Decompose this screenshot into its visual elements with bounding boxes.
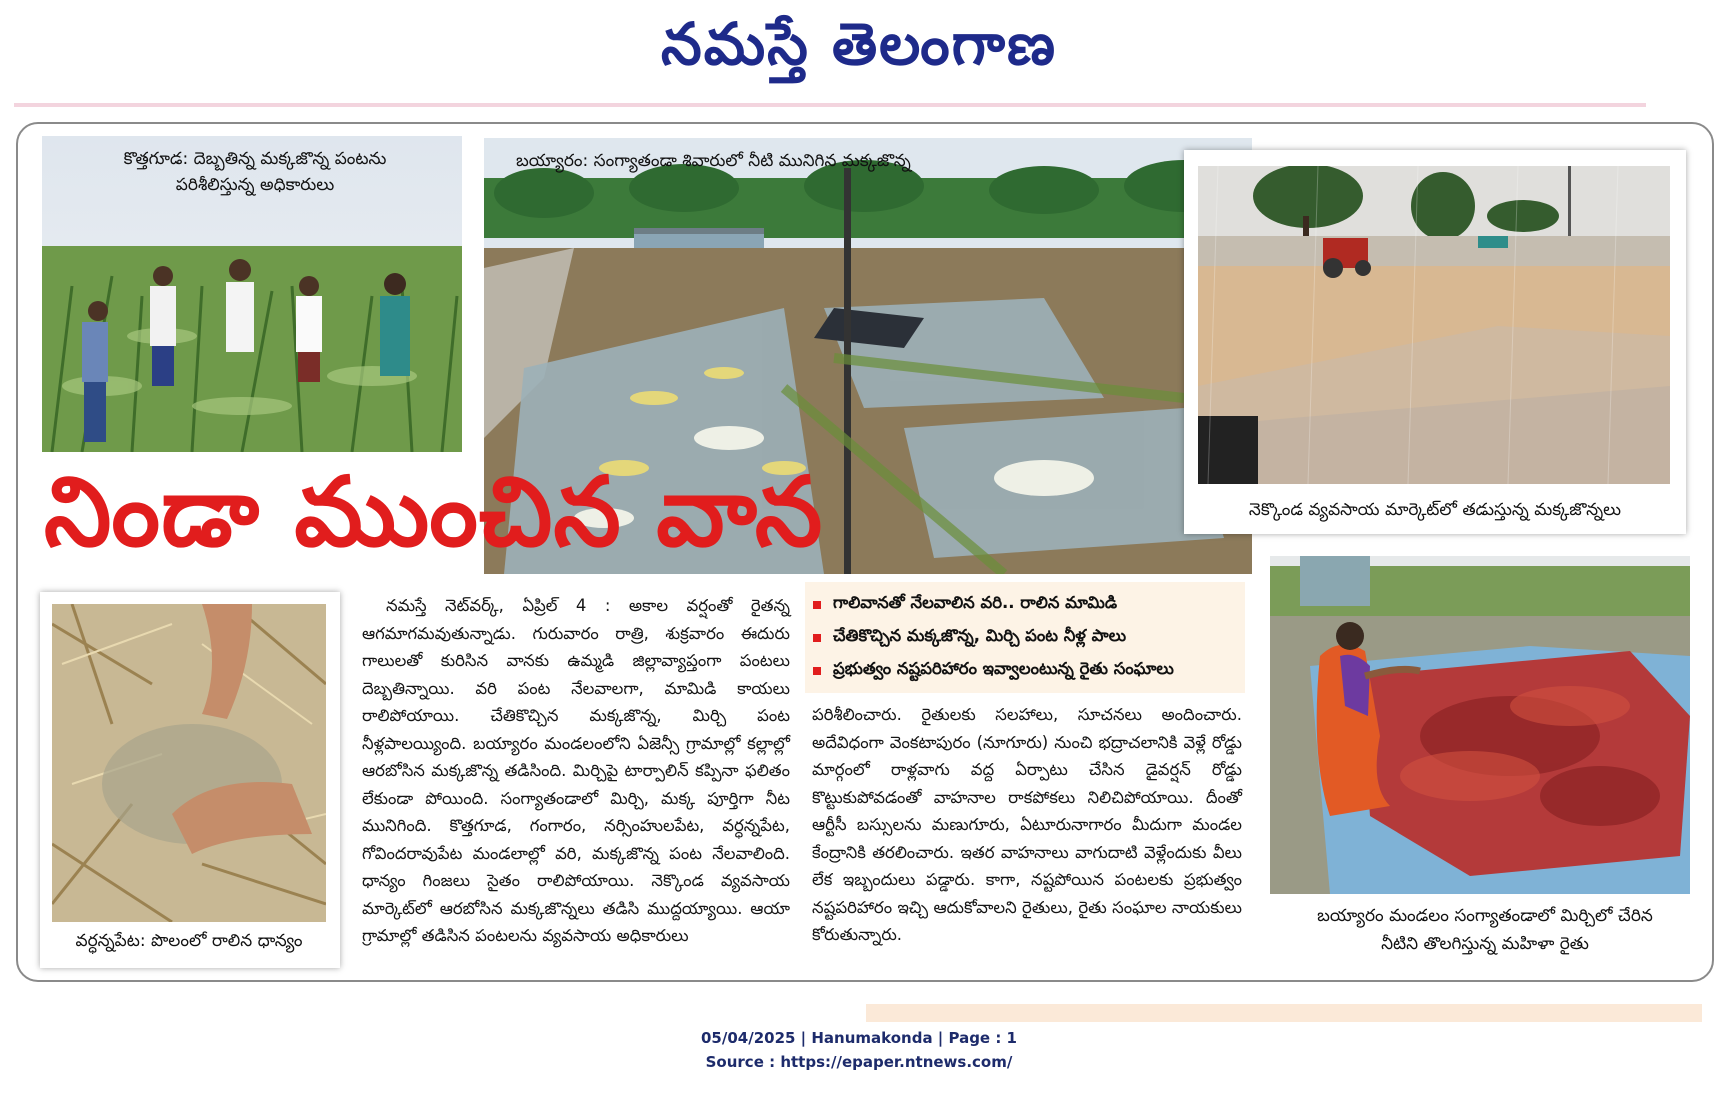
newspaper-logo: నమస్తే తెలంగాణ xyxy=(661,10,1057,78)
masthead-divider xyxy=(14,103,1646,107)
caption-vardhannapet: వర్ధన్నపేట: పొలంలో రాలిన ధాన్యం xyxy=(75,931,303,951)
edition-info: 05/04/2025 | Hanumakonda | Page : 1 xyxy=(700,1029,1017,1047)
photo-vardhannapet-grain xyxy=(40,592,340,968)
highlight-item: చేతికొచ్చిన మక్కజొన్న, మిర్చి పంట నీళ్ల పాలు xyxy=(805,621,1245,654)
highlight-item: ప్రభుత్వం నష్టపరిహారం ఇవ్వాలంటున్న రైతు సంఘాలు xyxy=(805,654,1245,687)
photo-chilli-woman-farmer xyxy=(1270,556,1690,894)
article-body-left: నమస్తే నెట్‌వర్క్, ఏప్రిల్ 4 : అకాల వర్షంతో రైతన్న ఆగమాగమవుతున్నాడు. గురువారం రాత్రి, శుక్రవారం ఈదురు గాలులతో కురిసిన వానకు ఉమ్మడి జిల్లావ్యాప్తంగా పంటలు దెబ్బతిన్నాయి. వరి పంట నేలవాలగా, మామిడి కాయలు రాలిపోయాయి. చేతికొచ్చిన మక్కజొన్న, మిర్చి పంట నీళ్లపాలయ్యింది. బయ్యారం మండలంలోని ఏజెన్సీ గ్రామాల్లో కల్లాల్లో ఆరబోసిన మక్కజొన్న తడిసింది. మిర్చిపై టార్పాలిన్ కప్పినా ఫలితం లేకుండా పోయింది. సంగ్యాతండాలో మిర్చి, మక్క పూర్తిగా నీట మునిగింది. కొత్తగూడ, గంగారం, నర్సింహులపేట, వర్ధన్నపేట, గోవిందరావుపేట మండలాల్లో వరి, మక్కజొన్న పంట నేలవాలింది. ధాన్యం గింజలు సైతం రాలిపోయాయి. నెక్కొండ వ్యవసాయ మార్కెట్‌లో ఆరబోసిన మక్కజొన్నలు తడిసి ముద్దయ్యాయి. ఆయా గ్రామాల్లో తడిసిన పంటలను వ్యవసాయ అధికారులు xyxy=(362,596,790,945)
caption-nekkonda: నెక్కొండ వ్యవసాయ మార్కెట్‌లో తడుస్తున్న మక్కజొన్నలు xyxy=(1248,500,1622,520)
source-link[interactable]: Source : https://epaper.ntnews.com/ xyxy=(705,1053,1013,1071)
bullet-icon xyxy=(813,667,821,675)
page-footer xyxy=(0,1026,1718,1074)
bullet-icon xyxy=(813,601,821,609)
masthead xyxy=(0,0,1718,100)
caption-chilli-woman: బయ్యారం మండలం సంగ్యాతండాలో మిర్చిలో చేరిన నీటిని తొలగిస్తున్న మహిళా రైతు xyxy=(1317,906,1653,954)
photo-nekkonda-market xyxy=(1184,150,1686,534)
caption-kothagudem: కొత్తగూడ: దెబ్బతిన్న మక్కజొన్న పంటను పరిశీలిస్తున్న అధికారులు xyxy=(123,149,387,195)
highlights-box xyxy=(805,582,1245,693)
next-article-strip xyxy=(866,1004,1702,1022)
headline: నిండా ముంచిన వాన xyxy=(44,456,824,568)
bullet-icon xyxy=(813,634,821,642)
highlight-item: గాలివానతో నేలవాలిన వరి.. రాలిన మామిడి xyxy=(805,588,1245,621)
article-body-right: పరిశీలించారు. రైతులకు సలహాలు, సూచనలు అందించారు. అదేవిధంగా వెంకటాపురం (నూగూరు) నుంచి భద్రాచలానికి వెళ్లే రోడ్డు మార్గంలో రాళ్లవాగు వద్ద ఏర్పాటు చేసిన డైవర్షన్ రోడ్డు కొట్టుకుపోవడంతో వాహనాల రాకపోకలు నిలిచిపోయాయి. దీంతో ఆర్టీసీ బస్సులను మణుగూరు, ఏటూరునాగారం మీదుగా మండల కేంద్రానికి తరలించారు. ఇతర వాహనాలు వాగుదాటి వెళ్లేందుకు వీలు లేక ఇబ్బందులు పడ్డారు. కాగా, నష్టపోయిన పంటలకు ప్రభుత్వం నష్టపరిహారం ఇచ్చి ఆదుకోవాలని రైతులు, రైతు సంఘాల నాయకులు కోరుతున్నారు. xyxy=(812,705,1242,944)
caption-bayyaram-field: బయ్యారం: సంగ్యాతండా శివారులో నీటి మునిగిన మక్కజొన్న xyxy=(516,151,911,171)
